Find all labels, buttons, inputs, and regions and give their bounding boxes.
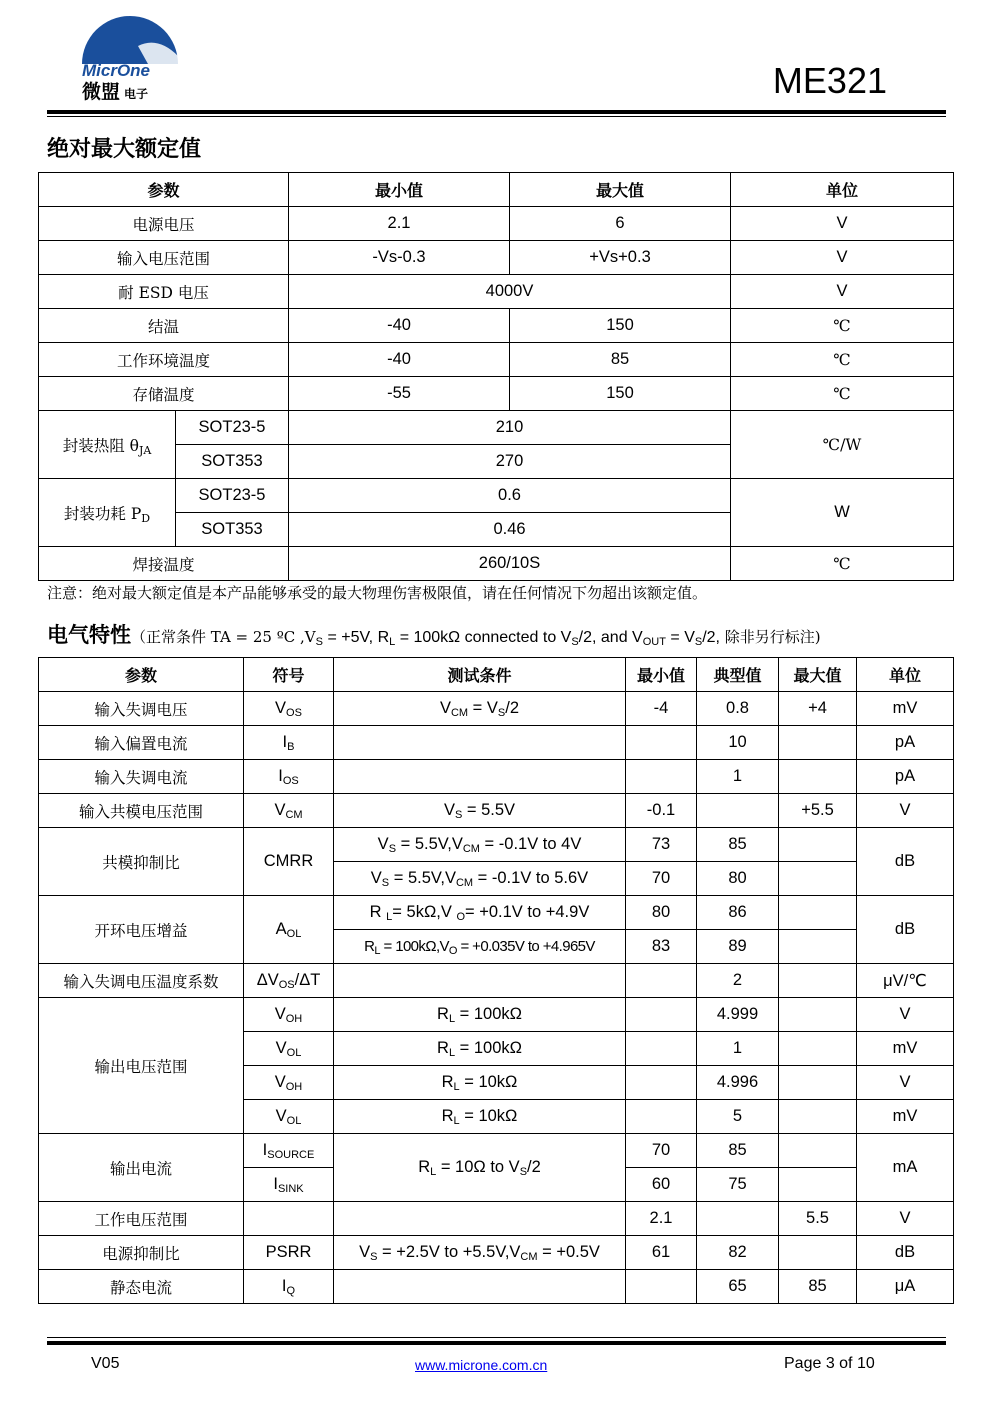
logo-brand-suffix: 电子 <box>124 87 149 101</box>
cond-text: R <box>441 1073 454 1091</box>
cond-text: V <box>370 869 382 887</box>
sub: L <box>448 1013 456 1025</box>
header-rule-thick <box>47 110 946 114</box>
unit-cell: V <box>731 241 954 275</box>
param-text: 封装热阻 θ <box>62 436 139 455</box>
unit-cell: pA <box>857 726 954 760</box>
footer-version: V05 <box>91 1355 120 1372</box>
section2-title: 电气特性 <box>47 623 131 647</box>
max-cell <box>779 1168 857 1202</box>
table-row <box>39 726 954 760</box>
cond-text: = +0.035V to +4.965V <box>456 938 595 955</box>
min-cell <box>626 1066 697 1100</box>
part-number: ME321 <box>772 60 887 101</box>
cond-text: /2 <box>527 1158 541 1176</box>
unit-cell: dB <box>857 896 954 964</box>
max-cell: 150 <box>510 309 731 343</box>
cond-text: = 5.5V,V <box>389 869 456 887</box>
package-cell: SOT23-5 <box>176 479 289 513</box>
typ-cell: 0.8 <box>697 692 779 726</box>
sub: OL <box>286 1115 302 1127</box>
max-cell <box>779 998 857 1032</box>
typ-cell: 5 <box>697 1100 779 1134</box>
table-row <box>39 692 954 726</box>
symbol-cell: CMRR <box>244 828 334 896</box>
param-cell <box>39 479 176 547</box>
cond-text: = 100kΩ <box>455 1039 522 1057</box>
sym: V <box>274 1073 286 1091</box>
sub: S <box>519 1166 528 1178</box>
unit-cell: V <box>857 1066 954 1100</box>
max-cell: 85 <box>510 343 731 377</box>
cond-cell <box>334 760 626 794</box>
sym: V <box>274 801 286 819</box>
min-cell: 70 <box>626 862 697 896</box>
param-cell: 存储温度 <box>39 377 289 411</box>
cond-text: = 5.5V,V <box>396 835 463 853</box>
table-row <box>39 479 954 513</box>
table-row <box>39 309 954 343</box>
table-row <box>39 343 954 377</box>
sym: V <box>275 1107 287 1125</box>
logo-brand-cn: 微盟 <box>82 81 121 103</box>
sub: S <box>694 636 703 648</box>
value-cell: 270 <box>289 445 731 479</box>
col-header: 参数 <box>39 658 244 692</box>
typ-cell <box>697 794 779 828</box>
min-cell <box>626 1032 697 1066</box>
max-cell: +4 <box>779 692 857 726</box>
symbol-cell <box>244 1032 334 1066</box>
param-cell: 输出电流 <box>39 1134 244 1202</box>
sub: CM <box>462 843 480 855</box>
sub: O <box>448 945 457 957</box>
min-cell: -55 <box>289 377 510 411</box>
max-cell <box>779 1100 857 1134</box>
min-cell: -4 <box>626 692 697 726</box>
min-cell: 83 <box>626 930 697 964</box>
min-cell: 80 <box>626 896 697 930</box>
table-row <box>39 207 954 241</box>
value-cell: 260/10S <box>289 547 731 581</box>
typ-cell: 4.996 <box>697 1066 779 1100</box>
table-row <box>39 794 954 828</box>
cond-cell <box>334 726 626 760</box>
param-cell: 电源抑制比 <box>39 1236 244 1270</box>
min-cell: 2.1 <box>626 1202 697 1236</box>
cond-text: = 5kΩ,V <box>392 903 457 921</box>
min-cell: -0.1 <box>626 794 697 828</box>
max-cell <box>779 828 857 862</box>
cond-cell <box>334 692 626 726</box>
min-cell: 73 <box>626 828 697 862</box>
param-cell: 静态电流 <box>39 1270 244 1304</box>
sym: /ΔT <box>294 971 321 989</box>
sub: S <box>571 636 579 648</box>
symbol-cell <box>244 794 334 828</box>
sub: S <box>315 636 323 648</box>
cond-text: /2 <box>505 699 520 717</box>
cond-cell <box>334 1236 626 1270</box>
cond-cell <box>334 1270 626 1304</box>
param-cell: 工作电压范围 <box>39 1202 244 1236</box>
cond-cell <box>334 964 626 998</box>
typ-cell: 1 <box>697 760 779 794</box>
sub: L <box>430 1166 437 1178</box>
unit-cell: μA <box>857 1270 954 1304</box>
min-cell <box>626 760 697 794</box>
logo-brand-en: MicrOne <box>82 61 151 80</box>
max-cell: 150 <box>510 377 731 411</box>
sub: CM <box>455 877 474 889</box>
min-cell: 61 <box>626 1236 697 1270</box>
param-cell: 输入失调电压温度系数 <box>39 964 244 998</box>
cond-text: = 5.5V <box>462 801 516 819</box>
cond-text: = 100kΩ connected to V <box>395 629 572 646</box>
sub: OL <box>286 1047 302 1059</box>
min-cell <box>626 998 697 1032</box>
min-cell <box>626 1100 697 1134</box>
min-cell <box>626 726 697 760</box>
cond-text: V <box>359 1243 371 1261</box>
param-sub: JA <box>138 443 152 457</box>
unit-cell: mV <box>857 692 954 726</box>
param-cell: 输出电压范围 <box>39 998 244 1134</box>
sub: L <box>448 1047 456 1059</box>
table-row <box>39 1236 954 1270</box>
param-cell: 开环电压增益 <box>39 896 244 964</box>
unit-cell: ℃ <box>731 309 954 343</box>
sym: I <box>281 1277 287 1295</box>
col-header: 单位 <box>731 173 954 207</box>
col-header: 参数 <box>39 173 289 207</box>
cond-cell <box>334 1100 626 1134</box>
cond-text: R <box>437 1039 449 1057</box>
sub: OH <box>285 1013 303 1025</box>
typ-cell: 82 <box>697 1236 779 1270</box>
param-cell: 输入共模电压范围 <box>39 794 244 828</box>
typ-cell: 10 <box>697 726 779 760</box>
sub: S <box>370 1251 378 1263</box>
cond-cell <box>334 1066 626 1100</box>
cond-text: = +0.5V <box>537 1243 600 1261</box>
unit-cell: μV/℃ <box>857 964 954 998</box>
min-cell: -Vs-0.3 <box>289 241 510 275</box>
sym: I <box>282 733 288 751</box>
symbol-cell <box>244 896 334 964</box>
sub: L <box>386 911 393 923</box>
max-cell <box>779 760 857 794</box>
package-cell: SOT353 <box>176 513 289 547</box>
footer-page-number: Page 3 of 10 <box>784 1355 875 1372</box>
sub: S <box>454 809 463 821</box>
footer-rule-thin <box>47 1337 946 1338</box>
symbol-cell <box>244 964 334 998</box>
max-cell <box>779 1236 857 1270</box>
sub: L <box>453 1115 460 1127</box>
cond-text: = +0.1V to +4.9V <box>465 903 590 921</box>
param-cell: 输入失调电流 <box>39 760 244 794</box>
param-cell: 耐 ESD 电压 <box>39 275 289 309</box>
sub: OS <box>282 775 299 787</box>
table-row <box>39 275 954 309</box>
sub: CM <box>520 1251 538 1263</box>
max-cell: 5.5 <box>779 1202 857 1236</box>
max-cell: 6 <box>510 207 731 241</box>
sub: Q <box>286 1285 296 1297</box>
table-row <box>39 1202 954 1236</box>
value-cell: 0.6 <box>289 479 731 513</box>
unit-cell: dB <box>857 1236 954 1270</box>
sub: SINK <box>277 1183 304 1195</box>
table-header-row <box>39 173 954 207</box>
sub: OL <box>286 928 302 940</box>
sub: O <box>456 911 466 923</box>
min-cell <box>626 1270 697 1304</box>
max-cell <box>779 726 857 760</box>
cond-text: = 100kΩ <box>455 1005 522 1023</box>
table-row <box>39 1270 954 1304</box>
sub: OS <box>278 979 295 991</box>
cond-cell <box>334 862 626 896</box>
sub: B <box>287 741 295 753</box>
min-cell: -40 <box>289 309 510 343</box>
unit-cell: V <box>857 794 954 828</box>
cond-text: = V <box>468 699 498 717</box>
cond-suffix: 除非另行标注) <box>720 628 821 646</box>
col-header: 最小值 <box>289 173 510 207</box>
cond-cell <box>334 828 626 862</box>
cond-text: = V <box>665 629 695 646</box>
sub: OUT <box>642 636 666 648</box>
table-row <box>39 998 954 1032</box>
header-rule-thin <box>47 116 946 117</box>
typ-cell: 2 <box>697 964 779 998</box>
cond-cell <box>334 794 626 828</box>
cond-text: = -0.1V to 5.6V <box>473 869 589 887</box>
max-cell <box>779 1066 857 1100</box>
max-cell: +Vs+0.3 <box>510 241 731 275</box>
param-cell: 输入电压范围 <box>39 241 289 275</box>
cond-text: R <box>418 1158 431 1176</box>
sym: A <box>275 920 287 938</box>
max-cell: +5.5 <box>779 794 857 828</box>
symbol-cell <box>244 1270 334 1304</box>
typ-cell <box>697 1202 779 1236</box>
col-header: 单位 <box>857 658 954 692</box>
cond-text: = 10kΩ <box>459 1107 518 1125</box>
max-cell <box>779 862 857 896</box>
col-header: 符号 <box>244 658 334 692</box>
sub: CM <box>285 809 303 821</box>
param-cell: 焊接温度 <box>39 547 289 581</box>
param-cell: 电源电压 <box>39 207 289 241</box>
table-row <box>39 760 954 794</box>
typ-cell: 4.999 <box>697 998 779 1032</box>
table-header-row <box>39 658 954 692</box>
package-cell: SOT23-5 <box>176 411 289 445</box>
unit-cell: mV <box>857 1032 954 1066</box>
section-title-electrical <box>47 619 821 649</box>
max-cell <box>779 964 857 998</box>
max-cell <box>779 930 857 964</box>
sub: S <box>381 877 390 889</box>
value-cell: 4000V <box>289 275 731 309</box>
col-header: 典型值 <box>697 658 779 692</box>
sym: V <box>275 1039 287 1057</box>
typ-cell: 89 <box>697 930 779 964</box>
cond-cell <box>334 1032 626 1066</box>
sym: V <box>274 1005 286 1023</box>
cond-cell <box>334 1134 626 1202</box>
symbol-cell: PSRR <box>244 1236 334 1270</box>
typ-cell: 1 <box>697 1032 779 1066</box>
min-cell: -40 <box>289 343 510 377</box>
table-row <box>39 377 954 411</box>
min-cell: 60 <box>626 1168 697 1202</box>
table-row <box>39 896 954 930</box>
sub: OS <box>286 707 302 719</box>
cond-text: = 10Ω to V <box>436 1158 520 1176</box>
col-header: 最大值 <box>779 658 857 692</box>
typ-cell: 85 <box>697 828 779 862</box>
symbol-cell <box>244 692 334 726</box>
typ-cell: 85 <box>697 1134 779 1168</box>
unit-cell: ℃ <box>731 377 954 411</box>
symbol-cell <box>244 1168 334 1202</box>
abs-max-table <box>38 172 954 581</box>
max-cell: 85 <box>779 1270 857 1304</box>
cond-text: = 100kΩ,V <box>379 938 449 955</box>
sub: L <box>453 1081 460 1093</box>
col-header: 最大值 <box>510 173 731 207</box>
symbol-cell <box>244 1202 334 1236</box>
footer-website-link[interactable]: www.microne.com.cn <box>415 1357 548 1373</box>
param-cell <box>39 411 176 479</box>
param-text: 封装功耗 P <box>63 504 142 523</box>
unit-cell: pA <box>857 760 954 794</box>
param-cell: 输入失调电压 <box>39 692 244 726</box>
unit-cell: dB <box>857 828 954 896</box>
unit-cell: ℃ <box>731 547 954 581</box>
microne-logo <box>78 16 188 106</box>
sym: I <box>262 1141 268 1159</box>
cond-prefix: （正常条件 TA = 25 ºC ,V <box>131 628 316 646</box>
sub: S <box>497 707 506 719</box>
value-cell: 210 <box>289 411 731 445</box>
table-row <box>39 241 954 275</box>
table-row <box>39 828 954 862</box>
unit-cell: V <box>731 207 954 241</box>
cond-cell <box>334 896 626 930</box>
sym: I <box>278 767 283 785</box>
symbol-cell <box>244 998 334 1032</box>
symbol-cell <box>244 1100 334 1134</box>
cond-text: = +5V, R <box>323 629 390 646</box>
param-cell: 结温 <box>39 309 289 343</box>
max-cell <box>779 1134 857 1168</box>
table-row <box>39 964 954 998</box>
unit-cell: mA <box>857 1134 954 1202</box>
table-row <box>39 547 954 581</box>
logo-mark <box>78 16 188 106</box>
footer-rule-thick <box>47 1341 946 1345</box>
cond-text: V <box>443 801 455 819</box>
sym: V <box>275 699 287 717</box>
unit-cell: ℃/W <box>731 411 954 479</box>
typ-cell: 75 <box>697 1168 779 1202</box>
package-cell: SOT353 <box>176 445 289 479</box>
param-cell: 工作环境温度 <box>39 343 289 377</box>
symbol-cell <box>244 760 334 794</box>
sub: CM <box>450 707 469 719</box>
symbol-cell <box>244 1134 334 1168</box>
min-cell <box>626 964 697 998</box>
symbol-cell <box>244 726 334 760</box>
section-title-abs-max: 绝对最大额定值 <box>47 137 202 162</box>
unit-cell: W <box>731 479 954 547</box>
sym: ΔV <box>256 971 279 989</box>
sym: I <box>273 1175 278 1193</box>
typ-cell: 65 <box>697 1270 779 1304</box>
sub: L <box>374 945 380 957</box>
table-row <box>39 411 954 445</box>
min-cell: 70 <box>626 1134 697 1168</box>
symbol-cell <box>244 1066 334 1100</box>
table-row <box>39 1134 954 1168</box>
sub: S <box>388 843 397 855</box>
sub: OH <box>285 1081 303 1093</box>
cond-text: V <box>377 835 389 853</box>
typ-cell: 80 <box>697 862 779 896</box>
value-cell: 0.46 <box>289 513 731 547</box>
unit-cell: V <box>731 275 954 309</box>
cond-text: R <box>441 1107 454 1125</box>
cond-text: R <box>364 938 375 955</box>
cond-text: /2, <box>702 629 720 646</box>
param-cell: 共模抑制比 <box>39 828 244 896</box>
min-cell: 2.1 <box>289 207 510 241</box>
cond-text: /2, and V <box>578 629 643 646</box>
cond-text: V <box>439 699 451 717</box>
electrical-table <box>38 657 954 1304</box>
unit-cell: mV <box>857 1100 954 1134</box>
param-cell: 输入偏置电流 <box>39 726 244 760</box>
typ-cell: 86 <box>697 896 779 930</box>
unit-cell: V <box>857 998 954 1032</box>
param-sub: D <box>141 511 151 525</box>
max-cell <box>779 1032 857 1066</box>
cond-text: = +2.5V to +5.5V,V <box>377 1243 521 1261</box>
unit-cell: V <box>857 1202 954 1236</box>
unit-cell: ℃ <box>731 343 954 377</box>
cond-cell <box>334 1202 626 1236</box>
max-cell <box>779 896 857 930</box>
sub: L <box>389 636 396 648</box>
cond-cell <box>334 998 626 1032</box>
sub: SOURCE <box>267 1149 315 1161</box>
cond-text: R <box>369 903 387 921</box>
abs-max-note: 注意：绝对最大额定值是本产品能够承受的最大物理伤害极限值，请在任何情况下勿超出该额定值。 <box>47 584 708 602</box>
cond-text: R <box>437 1005 449 1023</box>
col-header: 最小值 <box>626 658 697 692</box>
cond-cell <box>334 930 626 964</box>
cond-text: = -0.1V to 4V <box>479 835 582 853</box>
cond-text: = 10kΩ <box>459 1073 518 1091</box>
col-header: 测试条件 <box>334 658 626 692</box>
